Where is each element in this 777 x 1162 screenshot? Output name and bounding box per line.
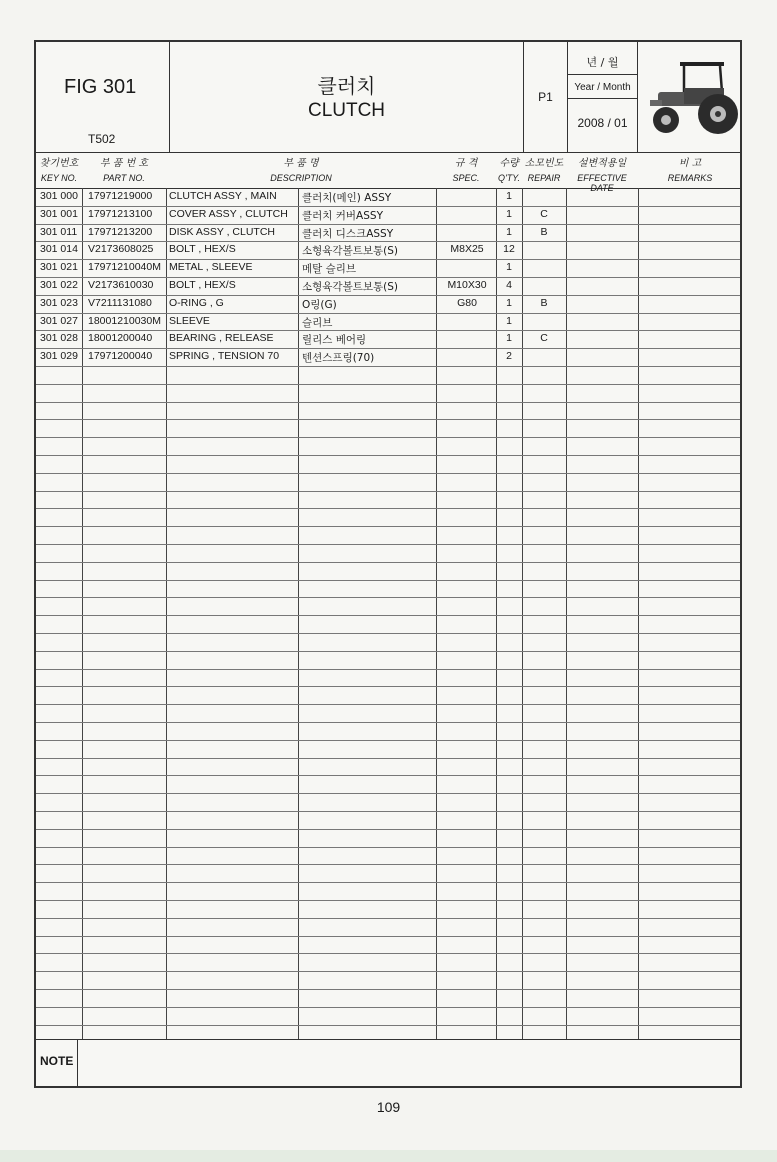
quantity: 2: [506, 350, 512, 363]
description-korean: 클러치 디스크ASSY: [302, 227, 394, 240]
key-no: 301 023: [40, 296, 78, 309]
col-part-ko: 부 품 번 호: [99, 158, 149, 169]
description-korean: 텐션스프링(70): [302, 352, 375, 365]
table-row: [36, 206, 740, 224]
part-no: V7211131080: [88, 296, 152, 309]
col-spec: [436, 152, 496, 188]
tractor-icon: [644, 54, 740, 138]
table-row: [36, 259, 740, 277]
col-repair-en: REPAIR: [527, 173, 561, 183]
model-code: T502: [88, 132, 116, 146]
col-desc-ko: 부 품 명: [283, 158, 319, 169]
description-korean: 소형육각볼트보통(S): [302, 281, 399, 293]
description-english: SPRING , TENSION 70: [169, 350, 280, 363]
description-korean: 소형육각볼트보통(S): [302, 245, 399, 258]
description-korean: 릴리스 베어링: [302, 334, 367, 347]
key-no: 301 000: [40, 190, 78, 202]
spec: G80: [457, 296, 477, 309]
figure-number: FIG 301: [64, 76, 137, 98]
col-eff-ko: 설변적용일: [577, 158, 627, 169]
note-label-cell: [36, 1040, 78, 1086]
repair-frequency: C: [540, 207, 548, 220]
col-qty-en: Q'TY.: [498, 173, 520, 183]
title-english: CLUTCH: [307, 100, 386, 121]
key-no: 301 011: [40, 225, 78, 238]
table-row: [36, 241, 740, 259]
table-row: [36, 295, 740, 313]
year-month-cell: [568, 42, 638, 152]
parts-table-body: [36, 188, 740, 1040]
part-no: 17971213100: [88, 207, 153, 220]
quantity: 1: [506, 225, 512, 238]
repair-frequency: B: [540, 225, 548, 238]
part-no: 17971213200: [88, 225, 153, 238]
col-part-en: PART NO.: [103, 173, 145, 183]
quantity: 1: [506, 190, 512, 202]
image-cell: [638, 42, 742, 152]
description-english: DISK ASSY , CLUTCH: [169, 225, 276, 238]
spec: M10X30: [447, 279, 487, 291]
col-desc: [166, 152, 436, 188]
quantity: 1: [506, 207, 512, 220]
col-key-ko: 찾기번호: [39, 158, 79, 169]
description-english: O-RING , G: [169, 296, 224, 309]
description-korean: 슬리브: [302, 316, 333, 329]
page-number: 109: [376, 1099, 401, 1115]
quantity: 1: [506, 261, 512, 274]
repair-frequency: B: [540, 296, 548, 309]
col-repair-ko: 소모빈도: [524, 158, 564, 169]
page-code-cell: [524, 42, 568, 152]
title-cell: [170, 42, 524, 152]
year-month-korean: 년 / 월: [586, 56, 619, 69]
part-no: 17971200040: [88, 350, 153, 363]
part-no: V2173610030: [88, 279, 154, 291]
quantity: 12: [503, 243, 515, 256]
scan-edge: [0, 1150, 777, 1162]
description-korean: O링(G): [302, 298, 337, 311]
figure-cell: [36, 42, 170, 152]
col-rem-en: REMARKS: [667, 173, 713, 183]
col-spec-ko: 규 격: [454, 158, 478, 169]
col-spec-en: SPEC.: [452, 173, 480, 183]
description-english: BOLT , HEX/S: [169, 279, 236, 291]
table-row: [36, 313, 740, 331]
table-row: [36, 330, 740, 348]
title-korean: 클러치: [317, 74, 376, 98]
key-no: 301 014: [40, 243, 78, 256]
sheet-header: [36, 42, 740, 153]
description-korean: 클러치 커버ASSY: [302, 209, 383, 222]
quantity: 1: [506, 314, 512, 327]
table-row: [36, 277, 740, 295]
description-english: BEARING , RELEASE: [169, 332, 274, 345]
part-no: 17971219000: [88, 190, 153, 202]
col-qty-ko: 수량: [499, 158, 519, 169]
key-no: 301 029: [40, 350, 78, 363]
spec: M8X25: [450, 243, 484, 256]
description-english: METAL , SLEEVE: [169, 261, 253, 274]
col-key-en: KEY NO.: [40, 173, 78, 183]
col-repair: [522, 152, 566, 188]
note-label: NOTE: [40, 1054, 74, 1068]
col-effective-date: [566, 152, 638, 193]
part-no: 18001210030M: [88, 314, 161, 327]
description-english: BOLT , HEX/S: [169, 243, 236, 256]
column-headers: [36, 152, 740, 193]
col-eff-en: EFFECTIVE DATE: [577, 173, 627, 193]
quantity: 1: [506, 332, 512, 345]
description-english: CLUTCH ASSY , MAIN: [169, 190, 277, 202]
table-row: [36, 224, 740, 242]
quantity: 4: [506, 279, 512, 291]
col-key: [36, 152, 82, 188]
year-month-english: Year / Month: [574, 82, 631, 93]
repair-frequency: C: [540, 332, 548, 345]
part-no: V2173608025: [88, 243, 154, 256]
col-remarks: [638, 152, 742, 188]
note-section: [36, 1039, 740, 1086]
key-no: 301 022: [40, 279, 78, 291]
description-korean: 클러치(메인) ASSY: [302, 192, 392, 204]
year-month-value: 2008 / 01: [577, 116, 628, 130]
description-english: COVER ASSY , CLUTCH: [169, 207, 288, 220]
col-desc-en: DESCRIPTION: [270, 173, 332, 183]
col-qty: [496, 152, 522, 188]
part-no: 17971210040M: [88, 261, 161, 274]
key-no: 301 028: [40, 332, 78, 345]
parts-list-sheet: [34, 40, 742, 1088]
table-row: [36, 348, 740, 366]
key-no: 301 021: [40, 261, 78, 274]
table-row: [36, 188, 740, 206]
key-no: 301 001: [40, 207, 78, 220]
key-no: 301 027: [40, 314, 78, 327]
page-code: P1: [538, 90, 553, 104]
quantity: 1: [506, 296, 512, 309]
description-english: SLEEVE: [169, 314, 210, 327]
col-rem-ko: 비 고: [678, 158, 702, 169]
col-part: [82, 152, 166, 188]
part-no: 18001200040: [88, 332, 153, 345]
description-korean: 메탈 슬리브: [302, 263, 357, 276]
